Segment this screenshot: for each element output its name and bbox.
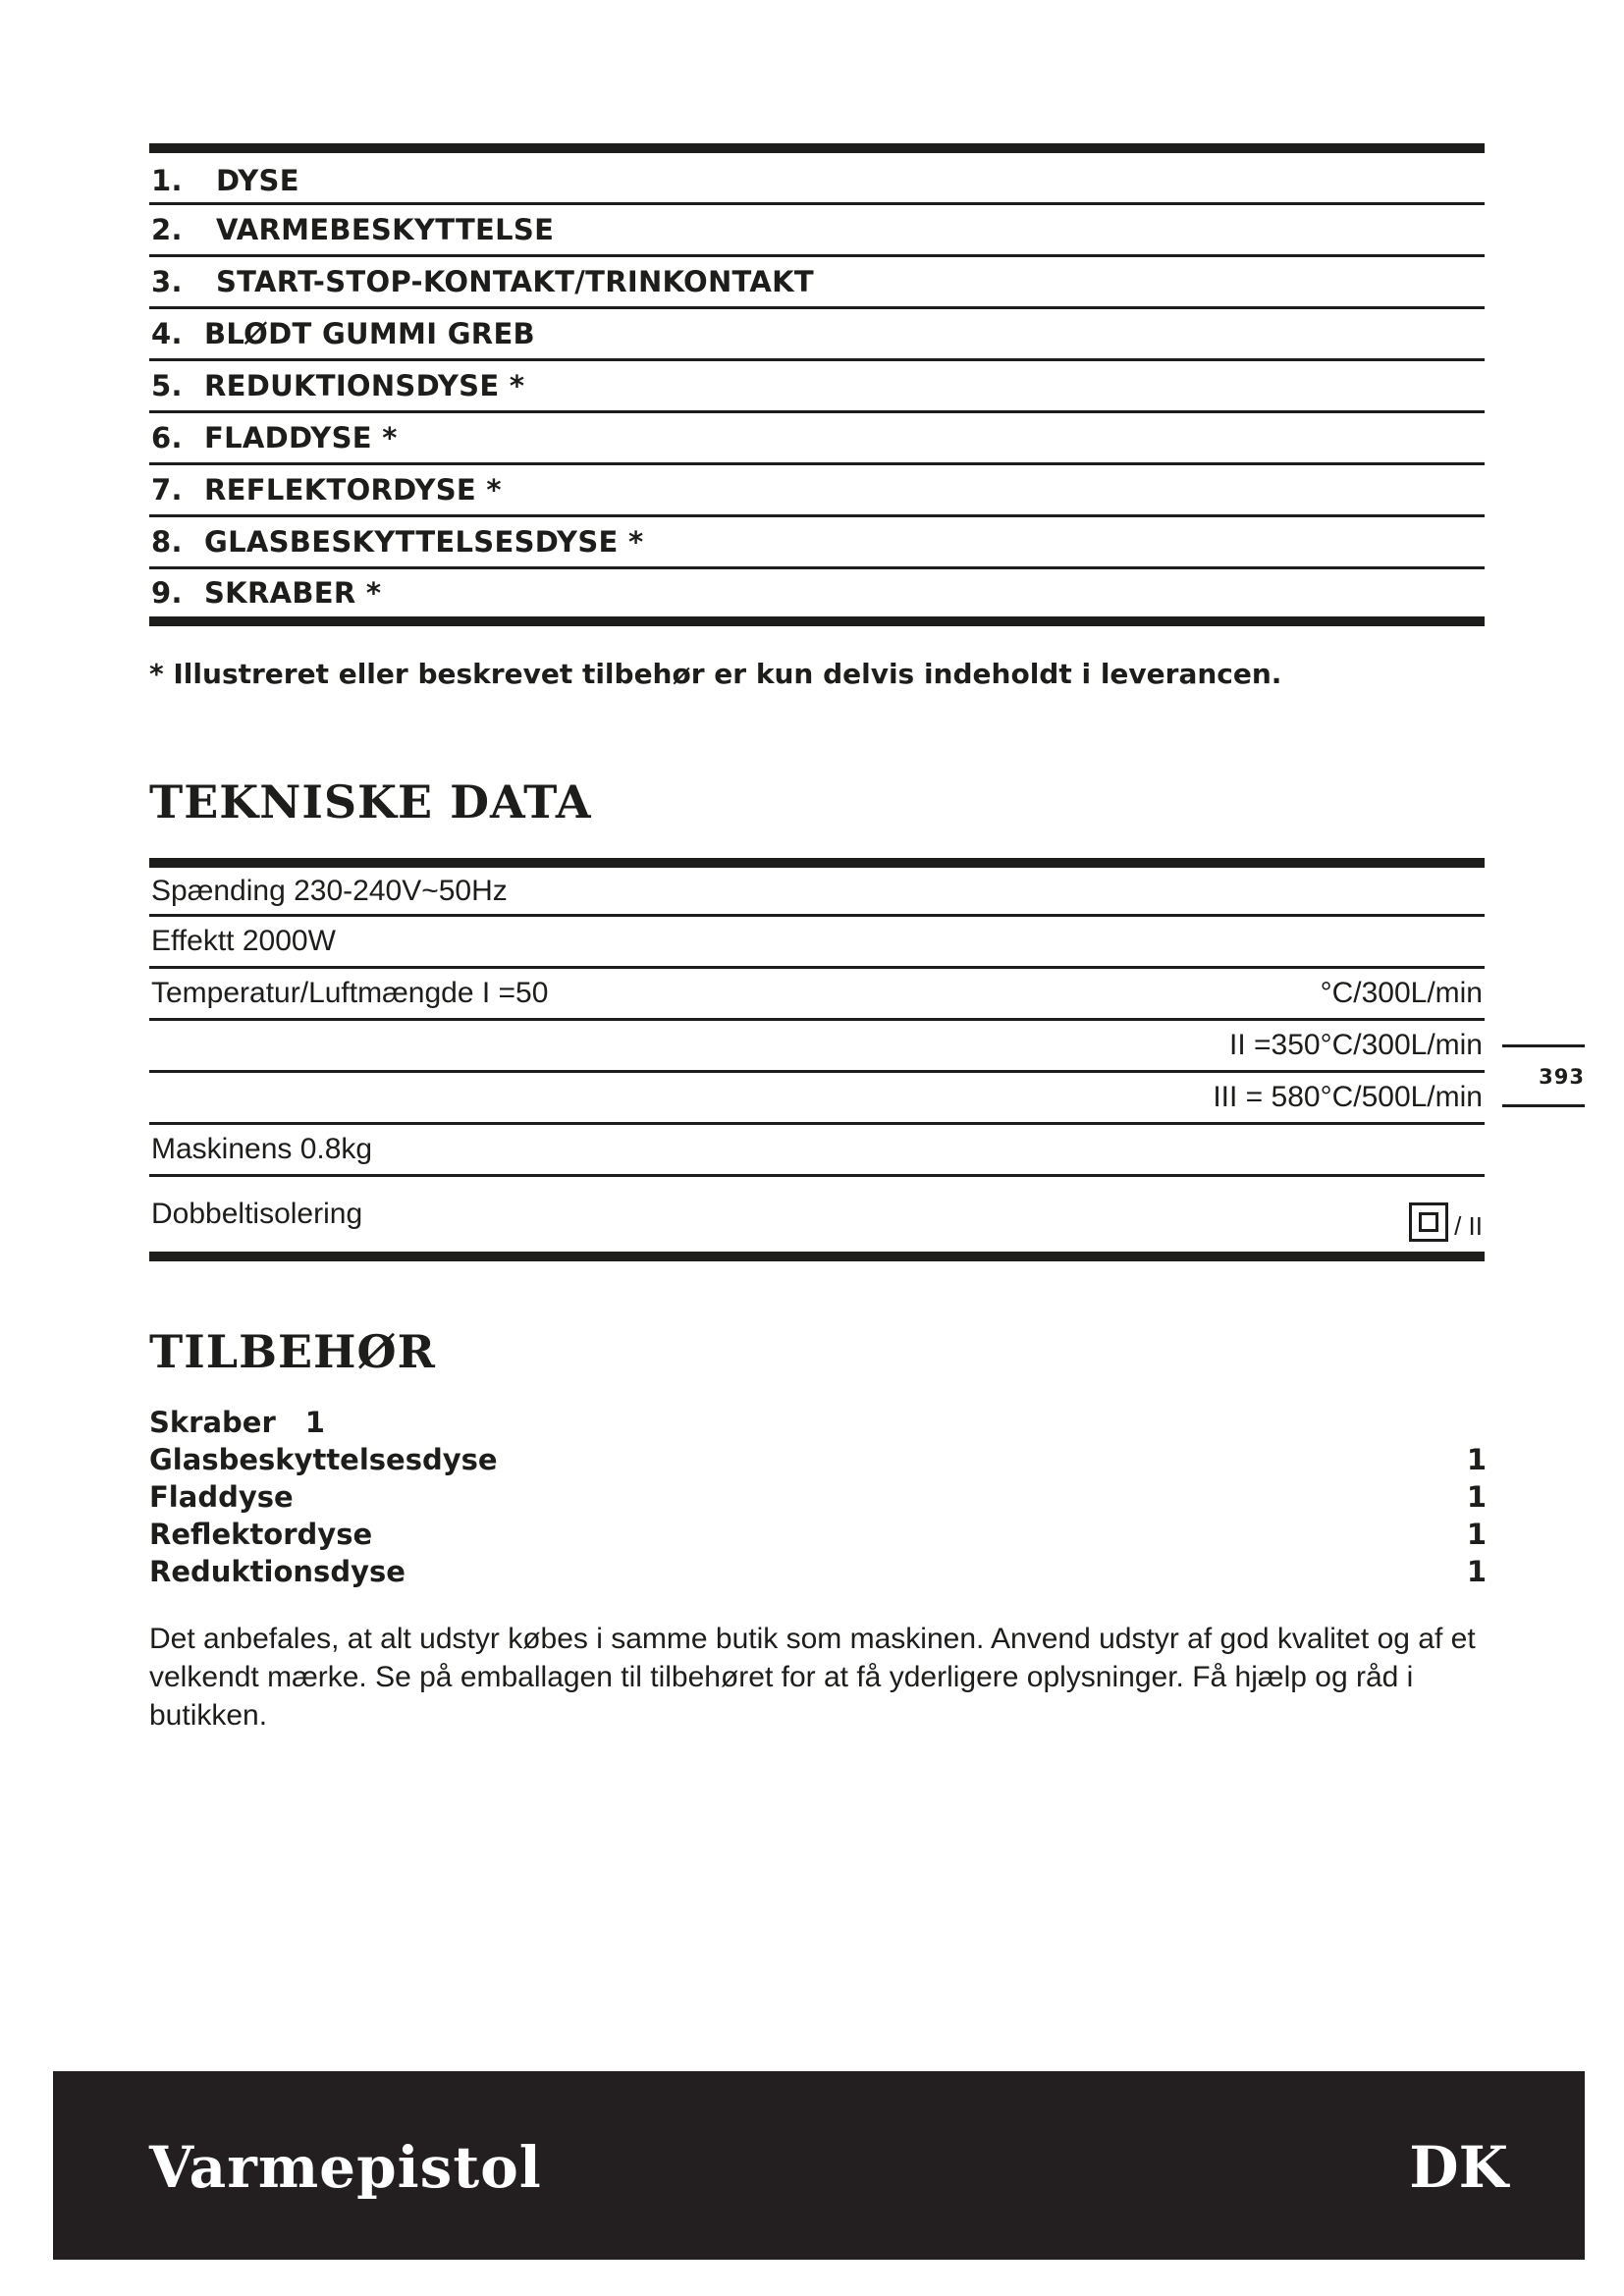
tech-row	[149, 969, 1485, 1021]
part-item	[149, 309, 1485, 361]
tech-row-label: Spænding 230-240V~50Hz	[151, 874, 508, 907]
part-label: DYSE	[216, 164, 299, 197]
part-label: START-STOP-KONTAKT/TRINKONTAKT	[216, 265, 814, 298]
tech-row-label: Effektt 2000W	[151, 925, 336, 957]
part-label: REFLEKTORDYSE *	[204, 473, 502, 507]
accessory-label: Fladdyse	[149, 1480, 294, 1514]
accessory-label: Glasbeskyttelsesdyse	[149, 1443, 498, 1476]
accessories-title: TILBEHØR	[149, 1325, 436, 1378]
part-item	[149, 465, 1485, 517]
tech-row	[149, 1073, 1485, 1125]
accessory-label: Reduktionsdyse	[149, 1555, 406, 1588]
accessory-qty: 1	[1466, 1480, 1487, 1514]
part-item	[149, 361, 1485, 413]
tech-row	[149, 1125, 1485, 1177]
part-item	[149, 569, 1485, 626]
insulation-symbol	[1409, 1202, 1483, 1242]
language-code: DK	[1409, 2134, 1508, 2201]
part-label: GLASBESKYTTELSESDYSE *	[204, 525, 644, 559]
part-number: 8.	[151, 525, 183, 559]
part-number: 5.	[151, 369, 183, 402]
footer-band	[53, 2071, 1585, 2260]
part-label: SKRABER *	[204, 576, 382, 610]
page-number: 393	[1539, 1065, 1585, 1089]
part-number: 9.	[151, 576, 183, 610]
insulation-label: Dobbeltisolering	[151, 1198, 363, 1230]
accessories-paragraph: Det anbefales, at alt udstyr købes i samme butik som maskinen. Anvend udstyr af god kvalitet og af et velkendt mærke. Se på emballagen til tilbehøret for at få yderligere oplysninger. Få hjælp og råd i butikken.	[149, 1623, 1476, 1732]
part-number: 7.	[151, 473, 183, 507]
accessory-qty: 1	[1466, 1518, 1487, 1551]
accessory-item	[149, 1478, 1487, 1516]
accessory-item	[149, 1404, 1487, 1441]
tech-data-table	[149, 858, 1485, 1261]
part-item	[149, 413, 1485, 465]
part-item	[149, 257, 1485, 309]
part-item	[149, 205, 1485, 257]
part-item	[149, 143, 1485, 205]
part-number: 6.	[151, 421, 183, 454]
part-label: FLADDYSE *	[204, 421, 398, 454]
accessory-item	[149, 1441, 1487, 1478]
tech-row-value: °C/300L/min	[1320, 977, 1483, 1009]
part-number: 2.	[151, 213, 183, 246]
tech-row-insulation	[149, 1177, 1485, 1261]
parts-footnote: * Illustreret eller beskrevet tilbehør er kun delvis indeholdt i leverancen.	[149, 658, 1282, 690]
accessory-item	[149, 1516, 1487, 1553]
part-number: 4.	[151, 317, 183, 350]
accessory-label: Reflektordyse	[149, 1518, 373, 1551]
parts-list	[149, 143, 1485, 626]
tech-row-value: II =350°C/300L/min	[1229, 1029, 1483, 1061]
part-label: BLØDT GUMMI GREB	[204, 317, 535, 350]
accessory-item	[149, 1553, 1487, 1590]
accessory-qty: 1	[1466, 1555, 1487, 1588]
tech-row-label: Maskinens 0.8kg	[151, 1133, 373, 1165]
product-title: Varmepistol	[149, 2134, 542, 2201]
tech-row-value: III = 580°C/500L/min	[1213, 1081, 1483, 1113]
tech-row	[149, 917, 1485, 969]
tech-data-title: TEKNISKE DATA	[149, 775, 592, 828]
part-item	[149, 517, 1485, 569]
accessories-list	[149, 1404, 1487, 1590]
insulation-class: / II	[1454, 1211, 1483, 1241]
tech-row-label: Temperatur/Luftmængde I =50	[151, 977, 549, 1009]
accessory-label: Skraber	[149, 1406, 276, 1439]
accessory-qty: 1	[304, 1406, 325, 1439]
part-number: 3.	[151, 265, 183, 298]
page-number-tab	[1502, 1044, 1585, 1107]
accessory-qty: 1	[1466, 1443, 1487, 1476]
part-label: VARMEBESKYTTELSE	[216, 213, 555, 246]
part-label: REDUKTIONSDYSE *	[204, 369, 525, 402]
double-insulation-icon	[1409, 1202, 1448, 1242]
tech-row	[149, 858, 1485, 917]
tech-row	[149, 1021, 1485, 1073]
part-number: 1.	[151, 164, 183, 197]
